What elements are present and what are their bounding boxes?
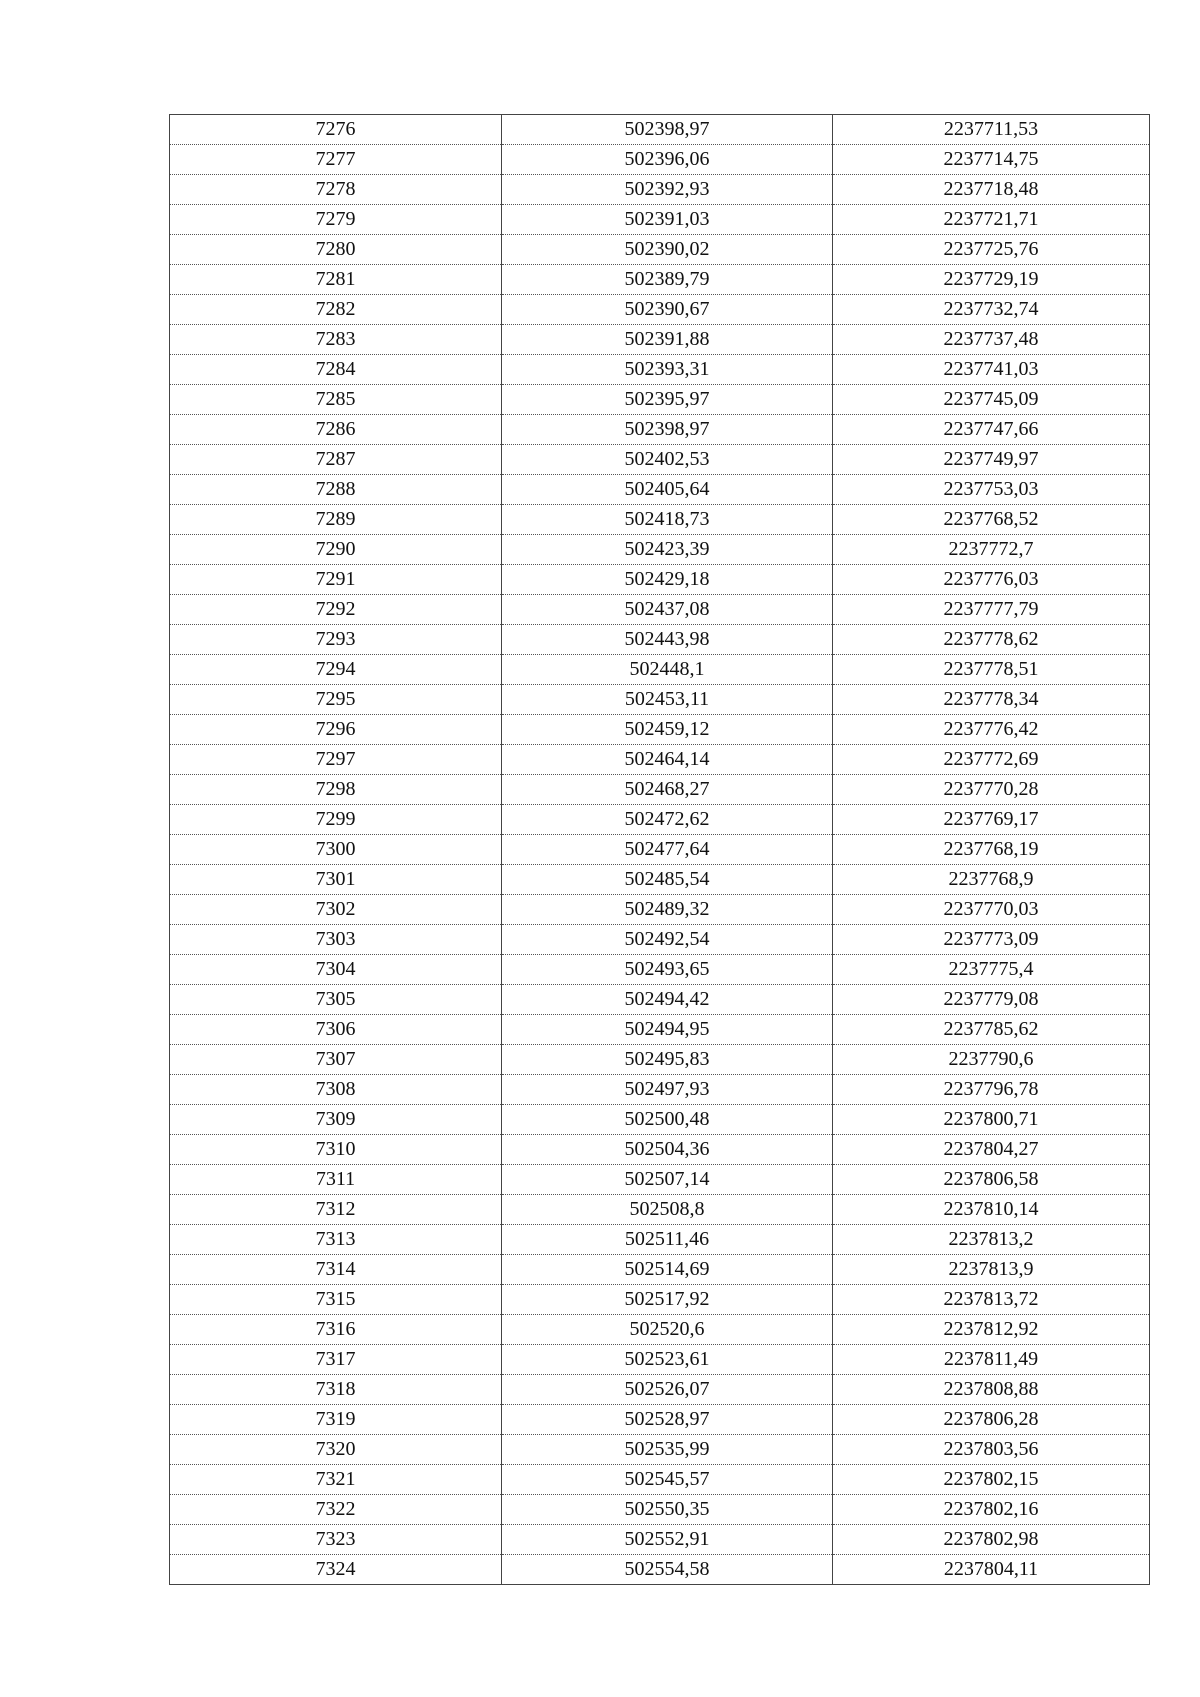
y-coordinate-cell: 2237777,79 [833,595,1150,625]
y-coordinate-cell: 2237768,19 [833,835,1150,865]
table-row [170,865,1150,895]
point-number-cell: 7316 [170,1315,502,1345]
y-coordinate-cell: 2237802,16 [833,1495,1150,1525]
y-coordinate-cell: 2237785,62 [833,1015,1150,1045]
x-coordinate-cell: 502489,32 [502,895,833,925]
y-coordinate-cell: 2237718,48 [833,175,1150,205]
table-row [170,985,1150,1015]
x-coordinate-cell: 502550,35 [502,1495,833,1525]
x-coordinate-cell: 502500,48 [502,1105,833,1135]
x-coordinate-cell: 502448,1 [502,655,833,685]
x-coordinate-cell: 502492,54 [502,925,833,955]
point-number-cell: 7313 [170,1225,502,1255]
point-number-cell: 7304 [170,955,502,985]
x-coordinate-cell: 502528,97 [502,1405,833,1435]
point-number-cell: 7298 [170,775,502,805]
point-number-cell: 7295 [170,685,502,715]
point-number-cell: 7311 [170,1165,502,1195]
point-number-cell: 7277 [170,145,502,175]
x-coordinate-cell: 502477,64 [502,835,833,865]
y-coordinate-cell: 2237770,28 [833,775,1150,805]
table-row [170,1045,1150,1075]
y-coordinate-cell: 2237804,11 [833,1555,1150,1585]
point-number-cell: 7317 [170,1345,502,1375]
point-number-cell: 7290 [170,535,502,565]
point-number-cell: 7289 [170,505,502,535]
point-number-cell: 7284 [170,355,502,385]
table-row [170,1345,1150,1375]
table-row [170,595,1150,625]
table-row [170,1465,1150,1495]
x-coordinate-cell: 502453,11 [502,685,833,715]
table-row [170,895,1150,925]
table-row [170,955,1150,985]
table-row [170,505,1150,535]
x-coordinate-cell: 502495,83 [502,1045,833,1075]
x-coordinate-cell: 502508,8 [502,1195,833,1225]
point-number-cell: 7308 [170,1075,502,1105]
y-coordinate-cell: 2237714,75 [833,145,1150,175]
x-coordinate-cell: 502390,02 [502,235,833,265]
y-coordinate-cell: 2237776,42 [833,715,1150,745]
table-row [170,205,1150,235]
table-row [170,685,1150,715]
x-coordinate-cell: 502552,91 [502,1525,833,1555]
point-number-cell: 7285 [170,385,502,415]
y-coordinate-cell: 2237776,03 [833,565,1150,595]
x-coordinate-cell: 502507,14 [502,1165,833,1195]
y-coordinate-cell: 2237810,14 [833,1195,1150,1225]
table-row [170,1195,1150,1225]
x-coordinate-cell: 502554,58 [502,1555,833,1585]
x-coordinate-cell: 502520,6 [502,1315,833,1345]
point-number-cell: 7287 [170,445,502,475]
point-number-cell: 7322 [170,1495,502,1525]
point-number-cell: 7286 [170,415,502,445]
y-coordinate-cell: 2237772,69 [833,745,1150,775]
y-coordinate-cell: 2237778,62 [833,625,1150,655]
y-coordinate-cell: 2237806,28 [833,1405,1150,1435]
y-coordinate-cell: 2237768,9 [833,865,1150,895]
x-coordinate-cell: 502504,36 [502,1135,833,1165]
y-coordinate-cell: 2237749,97 [833,445,1150,475]
x-coordinate-cell: 502517,92 [502,1285,833,1315]
y-coordinate-cell: 2237770,03 [833,895,1150,925]
point-number-cell: 7280 [170,235,502,265]
x-coordinate-cell: 502423,39 [502,535,833,565]
table-row [170,355,1150,385]
table-row [170,925,1150,955]
table-row [170,265,1150,295]
x-coordinate-cell: 502392,93 [502,175,833,205]
table-row [170,1225,1150,1255]
x-coordinate-cell: 502391,03 [502,205,833,235]
coordinates-table [169,114,1150,1585]
table-row [170,1375,1150,1405]
x-coordinate-cell: 502429,18 [502,565,833,595]
y-coordinate-cell: 2237813,72 [833,1285,1150,1315]
y-coordinate-cell: 2237808,88 [833,1375,1150,1405]
y-coordinate-cell: 2237775,4 [833,955,1150,985]
point-number-cell: 7324 [170,1555,502,1585]
y-coordinate-cell: 2237745,09 [833,385,1150,415]
y-coordinate-cell: 2237804,27 [833,1135,1150,1165]
table-row [170,175,1150,205]
y-coordinate-cell: 2237778,51 [833,655,1150,685]
point-number-cell: 7276 [170,115,502,145]
table-row [170,385,1150,415]
x-coordinate-cell: 502395,97 [502,385,833,415]
point-number-cell: 7319 [170,1405,502,1435]
x-coordinate-cell: 502485,54 [502,865,833,895]
y-coordinate-cell: 2237772,7 [833,535,1150,565]
y-coordinate-cell: 2237729,19 [833,265,1150,295]
point-number-cell: 7278 [170,175,502,205]
x-coordinate-cell: 502437,08 [502,595,833,625]
table-row [170,145,1150,175]
point-number-cell: 7300 [170,835,502,865]
point-number-cell: 7302 [170,895,502,925]
table-row [170,1495,1150,1525]
x-coordinate-cell: 502398,97 [502,115,833,145]
y-coordinate-cell: 2237813,9 [833,1255,1150,1285]
table-row [170,1315,1150,1345]
table-row [170,1525,1150,1555]
point-number-cell: 7292 [170,595,502,625]
table-row [170,1165,1150,1195]
y-coordinate-cell: 2237790,6 [833,1045,1150,1075]
y-coordinate-cell: 2237773,09 [833,925,1150,955]
table-row [170,1255,1150,1285]
point-number-cell: 7281 [170,265,502,295]
table-row [170,535,1150,565]
table-row [170,625,1150,655]
y-coordinate-cell: 2237803,56 [833,1435,1150,1465]
table-row [170,715,1150,745]
x-coordinate-cell: 502464,14 [502,745,833,775]
x-coordinate-cell: 502545,57 [502,1465,833,1495]
table-row [170,1405,1150,1435]
table-row [170,1075,1150,1105]
x-coordinate-cell: 502459,12 [502,715,833,745]
point-number-cell: 7314 [170,1255,502,1285]
y-coordinate-cell: 2237721,71 [833,205,1150,235]
y-coordinate-cell: 2237737,48 [833,325,1150,355]
table-row [170,325,1150,355]
coordinates-table-body [170,115,1150,1585]
point-number-cell: 7291 [170,565,502,595]
point-number-cell: 7320 [170,1435,502,1465]
x-coordinate-cell: 502494,42 [502,985,833,1015]
point-number-cell: 7315 [170,1285,502,1315]
table-row [170,1555,1150,1585]
table-row [170,565,1150,595]
point-number-cell: 7301 [170,865,502,895]
point-number-cell: 7310 [170,1135,502,1165]
x-coordinate-cell: 502514,69 [502,1255,833,1285]
table-row [170,805,1150,835]
x-coordinate-cell: 502405,64 [502,475,833,505]
point-number-cell: 7282 [170,295,502,325]
table-row [170,445,1150,475]
x-coordinate-cell: 502402,53 [502,445,833,475]
y-coordinate-cell: 2237800,71 [833,1105,1150,1135]
y-coordinate-cell: 2237806,58 [833,1165,1150,1195]
point-number-cell: 7288 [170,475,502,505]
table-row [170,415,1150,445]
x-coordinate-cell: 502393,31 [502,355,833,385]
y-coordinate-cell: 2237813,2 [833,1225,1150,1255]
y-coordinate-cell: 2237802,98 [833,1525,1150,1555]
y-coordinate-cell: 2237778,34 [833,685,1150,715]
x-coordinate-cell: 502396,06 [502,145,833,175]
y-coordinate-cell: 2237811,49 [833,1345,1150,1375]
point-number-cell: 7296 [170,715,502,745]
table-row [170,655,1150,685]
y-coordinate-cell: 2237768,52 [833,505,1150,535]
x-coordinate-cell: 502493,65 [502,955,833,985]
y-coordinate-cell: 2237732,74 [833,295,1150,325]
y-coordinate-cell: 2237725,76 [833,235,1150,265]
y-coordinate-cell: 2237741,03 [833,355,1150,385]
point-number-cell: 7303 [170,925,502,955]
x-coordinate-cell: 502472,62 [502,805,833,835]
x-coordinate-cell: 502389,79 [502,265,833,295]
table-row [170,745,1150,775]
x-coordinate-cell: 502391,88 [502,325,833,355]
point-number-cell: 7283 [170,325,502,355]
point-number-cell: 7321 [170,1465,502,1495]
point-number-cell: 7294 [170,655,502,685]
x-coordinate-cell: 502511,46 [502,1225,833,1255]
x-coordinate-cell: 502468,27 [502,775,833,805]
point-number-cell: 7309 [170,1105,502,1135]
point-number-cell: 7293 [170,625,502,655]
y-coordinate-cell: 2237812,92 [833,1315,1150,1345]
point-number-cell: 7307 [170,1045,502,1075]
x-coordinate-cell: 502398,97 [502,415,833,445]
x-coordinate-cell: 502443,98 [502,625,833,655]
point-number-cell: 7279 [170,205,502,235]
x-coordinate-cell: 502526,07 [502,1375,833,1405]
table-row [170,475,1150,505]
table-row [170,235,1150,265]
table-row [170,1435,1150,1465]
table-row [170,1135,1150,1165]
x-coordinate-cell: 502418,73 [502,505,833,535]
point-number-cell: 7305 [170,985,502,1015]
point-number-cell: 7318 [170,1375,502,1405]
x-coordinate-cell: 502497,93 [502,1075,833,1105]
x-coordinate-cell: 502390,67 [502,295,833,325]
table-row [170,295,1150,325]
point-number-cell: 7323 [170,1525,502,1555]
point-number-cell: 7299 [170,805,502,835]
y-coordinate-cell: 2237711,53 [833,115,1150,145]
table-row [170,835,1150,865]
y-coordinate-cell: 2237796,78 [833,1075,1150,1105]
table-row [170,1285,1150,1315]
point-number-cell: 7306 [170,1015,502,1045]
table-row [170,775,1150,805]
x-coordinate-cell: 502535,99 [502,1435,833,1465]
table-row [170,1015,1150,1045]
y-coordinate-cell: 2237802,15 [833,1465,1150,1495]
y-coordinate-cell: 2237747,66 [833,415,1150,445]
y-coordinate-cell: 2237753,03 [833,475,1150,505]
table-row [170,115,1150,145]
x-coordinate-cell: 502523,61 [502,1345,833,1375]
table-row [170,1105,1150,1135]
x-coordinate-cell: 502494,95 [502,1015,833,1045]
y-coordinate-cell: 2237769,17 [833,805,1150,835]
point-number-cell: 7297 [170,745,502,775]
y-coordinate-cell: 2237779,08 [833,985,1150,1015]
point-number-cell: 7312 [170,1195,502,1225]
